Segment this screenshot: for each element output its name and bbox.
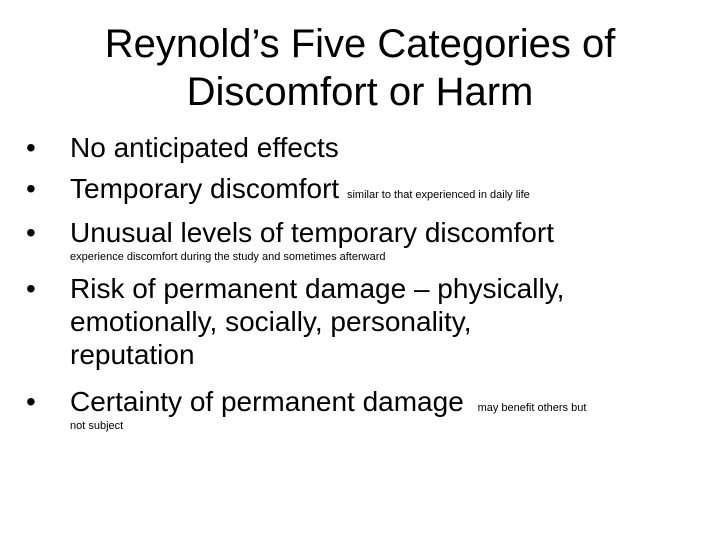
bullet-text: [70, 272, 700, 371]
bullet-text-line-1: Risk of permanent damage – physically,: [70, 273, 565, 304]
bullet-note: experience discomfort during the study and sometimes afterward: [70, 251, 386, 263]
bullet-text-line-3: reputation: [70, 339, 195, 370]
bullet-note: may benefit others but: [477, 402, 587, 414]
bullet-marker: •: [26, 132, 36, 163]
bullet-text-with-note: [70, 385, 720, 418]
bullet-text: No anticipated effects: [70, 132, 339, 163]
bullet-marker: •: [26, 217, 36, 248]
bullet-text: Unusual levels of temporary discomfort: [70, 217, 554, 248]
bullet-text-line-2: emotionally, socially, personality,: [70, 306, 472, 337]
slide-title-line-2: Discomfort or Harm: [186, 70, 534, 114]
bullet-marker: •: [26, 386, 36, 417]
bullet-text: Temporary discomfort: [70, 173, 340, 204]
bullet-marker: •: [26, 173, 36, 204]
bullet-text-with-note: [70, 172, 700, 205]
bullet-marker: •: [26, 273, 36, 304]
bullet-note: similar to that experienced in daily life: [346, 189, 530, 201]
bullet-text: Certainty of permanent damage: [70, 386, 464, 417]
bullet-note-continued: not subject: [70, 420, 124, 432]
slide-title-line-1: Reynold’s Five Categories of: [104, 22, 616, 66]
